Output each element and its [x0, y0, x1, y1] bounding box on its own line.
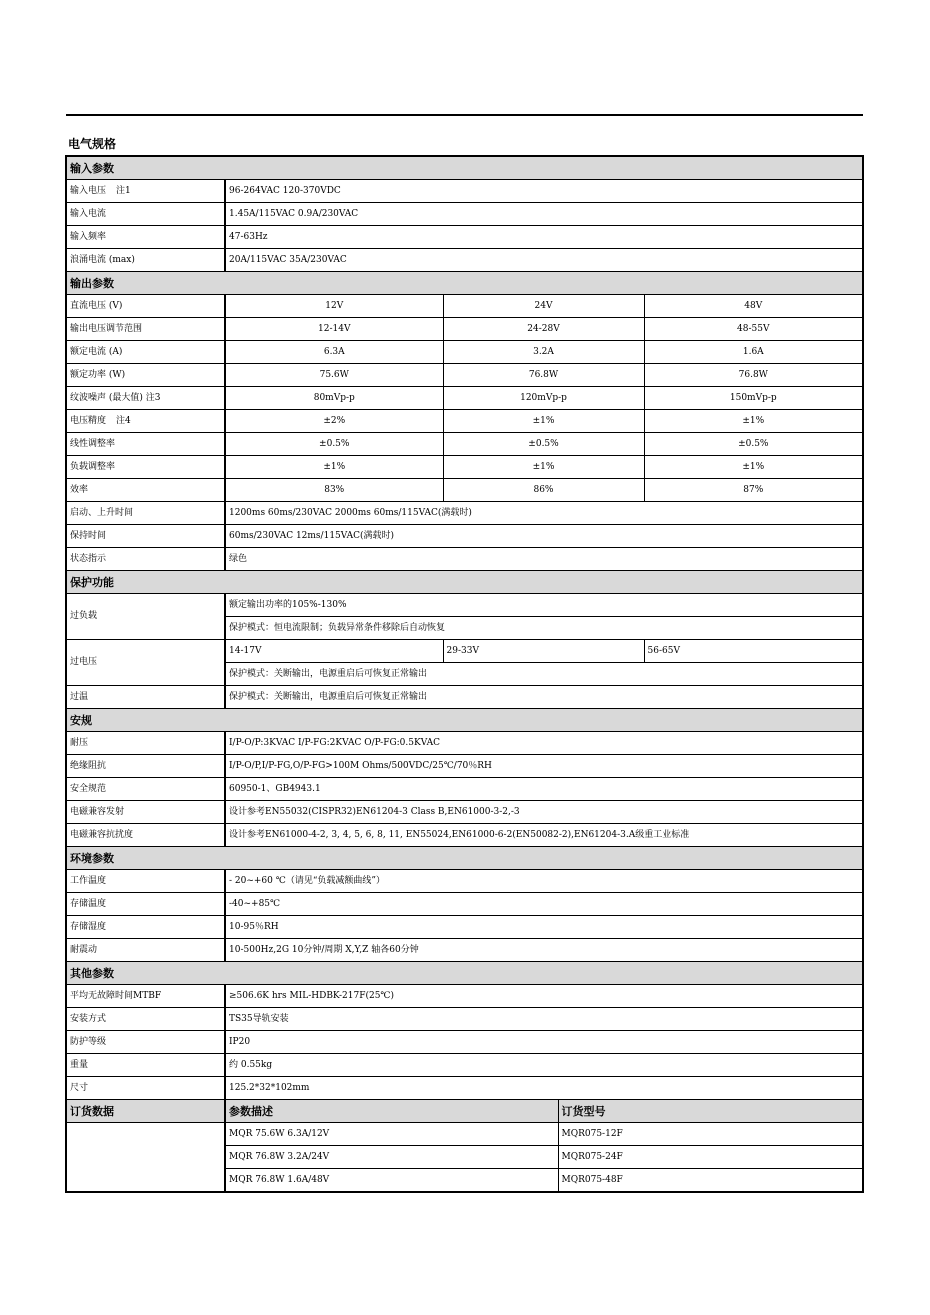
- order-desc: MQR 75.6W 6.3A/12V: [225, 1123, 558, 1146]
- table-row: [66, 364, 863, 387]
- row-label: 输入电流: [66, 203, 225, 226]
- table-row: [66, 410, 863, 433]
- environment-header: 环境参数: [66, 847, 863, 870]
- value-12v: 6.3A: [225, 341, 443, 364]
- row-value: 96-264VAC 120-370VDC: [225, 180, 863, 203]
- value-12v: 14-17V: [225, 640, 443, 663]
- row-label: 尺寸: [66, 1077, 225, 1100]
- row-label: 负载调整率: [66, 456, 225, 479]
- row-value: 绿色: [225, 548, 863, 571]
- row-value: 保护模式：关断输出，电源重启后可恢复正常输出: [225, 686, 863, 709]
- row-label: 工作温度: [66, 870, 225, 893]
- row-label: 输入频率: [66, 226, 225, 249]
- value-24v: 120mVp-p: [443, 387, 644, 410]
- protection-header-row: [66, 571, 863, 594]
- value-48v: 76.8W: [644, 364, 863, 387]
- row-value: 60950-1、GB4943.1: [225, 778, 863, 801]
- row-value: 10-500Hz,2G 10分钟/周期 X,Y,Z 轴各60分钟: [225, 939, 863, 962]
- table-row: [66, 456, 863, 479]
- table-row: [66, 870, 863, 893]
- ordering-col-model: 订货型号: [558, 1100, 863, 1123]
- row-value: ≥506.6K hrs MIL-HDBK-217F(25℃): [225, 985, 863, 1008]
- input-header-row: [66, 156, 863, 180]
- table-row: [66, 479, 863, 502]
- row-label: 启动、上升时间: [66, 502, 225, 525]
- value-12v: ±1%: [225, 456, 443, 479]
- output-header: 输出参数: [66, 272, 863, 295]
- row-label: 额定功率 (W): [66, 364, 225, 387]
- value-24v: ±1%: [443, 410, 644, 433]
- row-value: 10-95％RH: [225, 916, 863, 939]
- row-label: 过温: [66, 686, 225, 709]
- table-row: [66, 939, 863, 962]
- row-label: 状态指示: [66, 548, 225, 571]
- table-row: [66, 1077, 863, 1100]
- table-row: [66, 824, 863, 847]
- row-value: I/P-O/P,I/P-FG,O/P-FG>100M Ohms/500VDC/25℃/70％RH: [225, 755, 863, 778]
- row-label: 输出电压调节范围: [66, 318, 225, 341]
- value-24v: 76.8W: [443, 364, 644, 387]
- value-24v: 3.2A: [443, 341, 644, 364]
- note: 注1: [116, 185, 131, 196]
- row-label: 线性调整率: [66, 433, 225, 456]
- table-row: [66, 778, 863, 801]
- environment-header-row: [66, 847, 863, 870]
- row-value: 47-63Hz: [225, 226, 863, 249]
- table-row: [66, 226, 863, 249]
- row-value: 约 0.55kg: [225, 1054, 863, 1077]
- row-label: 过电压: [66, 640, 225, 686]
- row-value: -40~+85℃: [225, 893, 863, 916]
- row-label: 电磁兼容发射: [66, 801, 225, 824]
- value-48v: 48-55V: [644, 318, 863, 341]
- value-24v: 24-28V: [443, 318, 644, 341]
- table-row: [66, 1031, 863, 1054]
- table-row: [66, 1054, 863, 1077]
- table-row: [66, 295, 863, 318]
- table-row: [66, 893, 863, 916]
- row-label: 平均无故障时间MTBF: [66, 985, 225, 1008]
- row-value: 保护模式：恒电流限制；负载异常条件移除后自动恢复: [225, 617, 863, 640]
- order-model: MQR075-48F: [558, 1169, 863, 1193]
- value-48v: ±1%: [644, 456, 863, 479]
- table-row: [66, 801, 863, 824]
- top-rule: [66, 114, 863, 116]
- table-row: [66, 502, 863, 525]
- row-value: 125.2*32*102mm: [225, 1077, 863, 1100]
- value-48v: 1.6A: [644, 341, 863, 364]
- row-label: 额定电流 (A): [66, 341, 225, 364]
- spec-table: [65, 155, 864, 1193]
- table-row: [66, 732, 863, 755]
- row-label: 浪涌电流 (max): [66, 249, 225, 272]
- value-48v: 48V: [644, 295, 863, 318]
- section-title: 电气规格: [68, 137, 117, 151]
- row-value: 1200ms 60ms/230VAC 2000ms 60ms/115VAC(满载时): [225, 502, 863, 525]
- value-12v: ±0.5%: [225, 433, 443, 456]
- row-value: 20A/115VAC 35A/230VAC: [225, 249, 863, 272]
- value-48v: 56-65V: [644, 640, 863, 663]
- table-row: [66, 548, 863, 571]
- row-label: 防护等级: [66, 1031, 225, 1054]
- table-row: [66, 525, 863, 548]
- row-value: TS35导轨安装: [225, 1008, 863, 1031]
- value-24v: 24V: [443, 295, 644, 318]
- input-header: 输入参数: [66, 156, 863, 180]
- table-row: [66, 985, 863, 1008]
- safety-header-row: [66, 709, 863, 732]
- table-row: [66, 1123, 863, 1146]
- table-row: [66, 916, 863, 939]
- table-row: [66, 686, 863, 709]
- table-row: [66, 341, 863, 364]
- value-24v: ±0.5%: [443, 433, 644, 456]
- row-label: 电压精度 注4: [66, 410, 225, 433]
- table-row: [66, 1008, 863, 1031]
- table-row: [66, 318, 863, 341]
- value-12v: 12V: [225, 295, 443, 318]
- other-header-row: [66, 962, 863, 985]
- value-12v: 12-14V: [225, 318, 443, 341]
- table-row: [66, 387, 863, 410]
- order-model: MQR075-24F: [558, 1146, 863, 1169]
- row-label: 存储湿度: [66, 916, 225, 939]
- row-value: 60ms/230VAC 12ms/115VAC(满载时): [225, 525, 863, 548]
- value-48v: 150mVp-p: [644, 387, 863, 410]
- row-label: 耐压: [66, 732, 225, 755]
- row-label: 过负载: [66, 594, 225, 640]
- row-label: 纹波噪声 (最大值) 注3: [66, 387, 225, 410]
- table-row: [66, 203, 863, 226]
- row-value: 1.45A/115VAC 0.9A/230VAC: [225, 203, 863, 226]
- table-row: [66, 640, 863, 663]
- order-desc: MQR 76.8W 3.2A/24V: [225, 1146, 558, 1169]
- row-value: 设计参考EN61000-4-2, 3, 4, 5, 6, 8, 11, EN55024,EN61000-6-2(EN50082-2),EN61204-3.A级重工业标准: [225, 824, 863, 847]
- value-12v: 80mVp-p: [225, 387, 443, 410]
- value-24v: ±1%: [443, 456, 644, 479]
- ordering-blank: [66, 1123, 225, 1193]
- ordering-col-desc: 参数描述: [225, 1100, 558, 1123]
- row-value: I/P-O/P:3KVAC I/P-FG:2KVAC O/P-FG:0.5KVAC: [225, 732, 863, 755]
- value-48v: ±1%: [644, 410, 863, 433]
- row-label: 重量: [66, 1054, 225, 1077]
- value-24v: 86%: [443, 479, 644, 502]
- row-label: 耐震动: [66, 939, 225, 962]
- order-model: MQR075-12F: [558, 1123, 863, 1146]
- row-label: 输入电压 注1: [66, 180, 225, 203]
- table-row: [66, 433, 863, 456]
- output-header-row: [66, 272, 863, 295]
- row-value: 设计参考EN55032(CISPR32)EN61204-3 Class B,EN61000-3-2,-3: [225, 801, 863, 824]
- ordering-header: 订货数据: [66, 1100, 225, 1123]
- table-row: [66, 594, 863, 617]
- value-12v: ±2%: [225, 410, 443, 433]
- table-row: [66, 755, 863, 778]
- value-12v: 83%: [225, 479, 443, 502]
- row-label: 安全规范: [66, 778, 225, 801]
- table-row: [66, 180, 863, 203]
- ordering-header-row: [66, 1100, 863, 1123]
- row-value: 额定输出功率的105%-130%: [225, 594, 863, 617]
- row-label: 保持时间: [66, 525, 225, 548]
- table-row: [66, 249, 863, 272]
- value-48v: 87%: [644, 479, 863, 502]
- safety-header: 安规: [66, 709, 863, 732]
- value-12v: 75.6W: [225, 364, 443, 387]
- row-label: 绝缘阻抗: [66, 755, 225, 778]
- row-value: 保护模式：关断输出，电源重启后可恢复正常输出: [225, 663, 863, 686]
- row-label: 电磁兼容抗扰度: [66, 824, 225, 847]
- row-label: 效率: [66, 479, 225, 502]
- row-label: 存储温度: [66, 893, 225, 916]
- row-value: - 20~+60 ℃（请见“负载减额曲线”）: [225, 870, 863, 893]
- row-label: 直流电压 (V): [66, 295, 225, 318]
- row-value: IP20: [225, 1031, 863, 1054]
- note: 注4: [116, 415, 131, 426]
- value-24v: 29-33V: [443, 640, 644, 663]
- other-header: 其他参数: [66, 962, 863, 985]
- protection-header: 保护功能: [66, 571, 863, 594]
- value-48v: ±0.5%: [644, 433, 863, 456]
- order-desc: MQR 76.8W 1.6A/48V: [225, 1169, 558, 1193]
- row-label: 安装方式: [66, 1008, 225, 1031]
